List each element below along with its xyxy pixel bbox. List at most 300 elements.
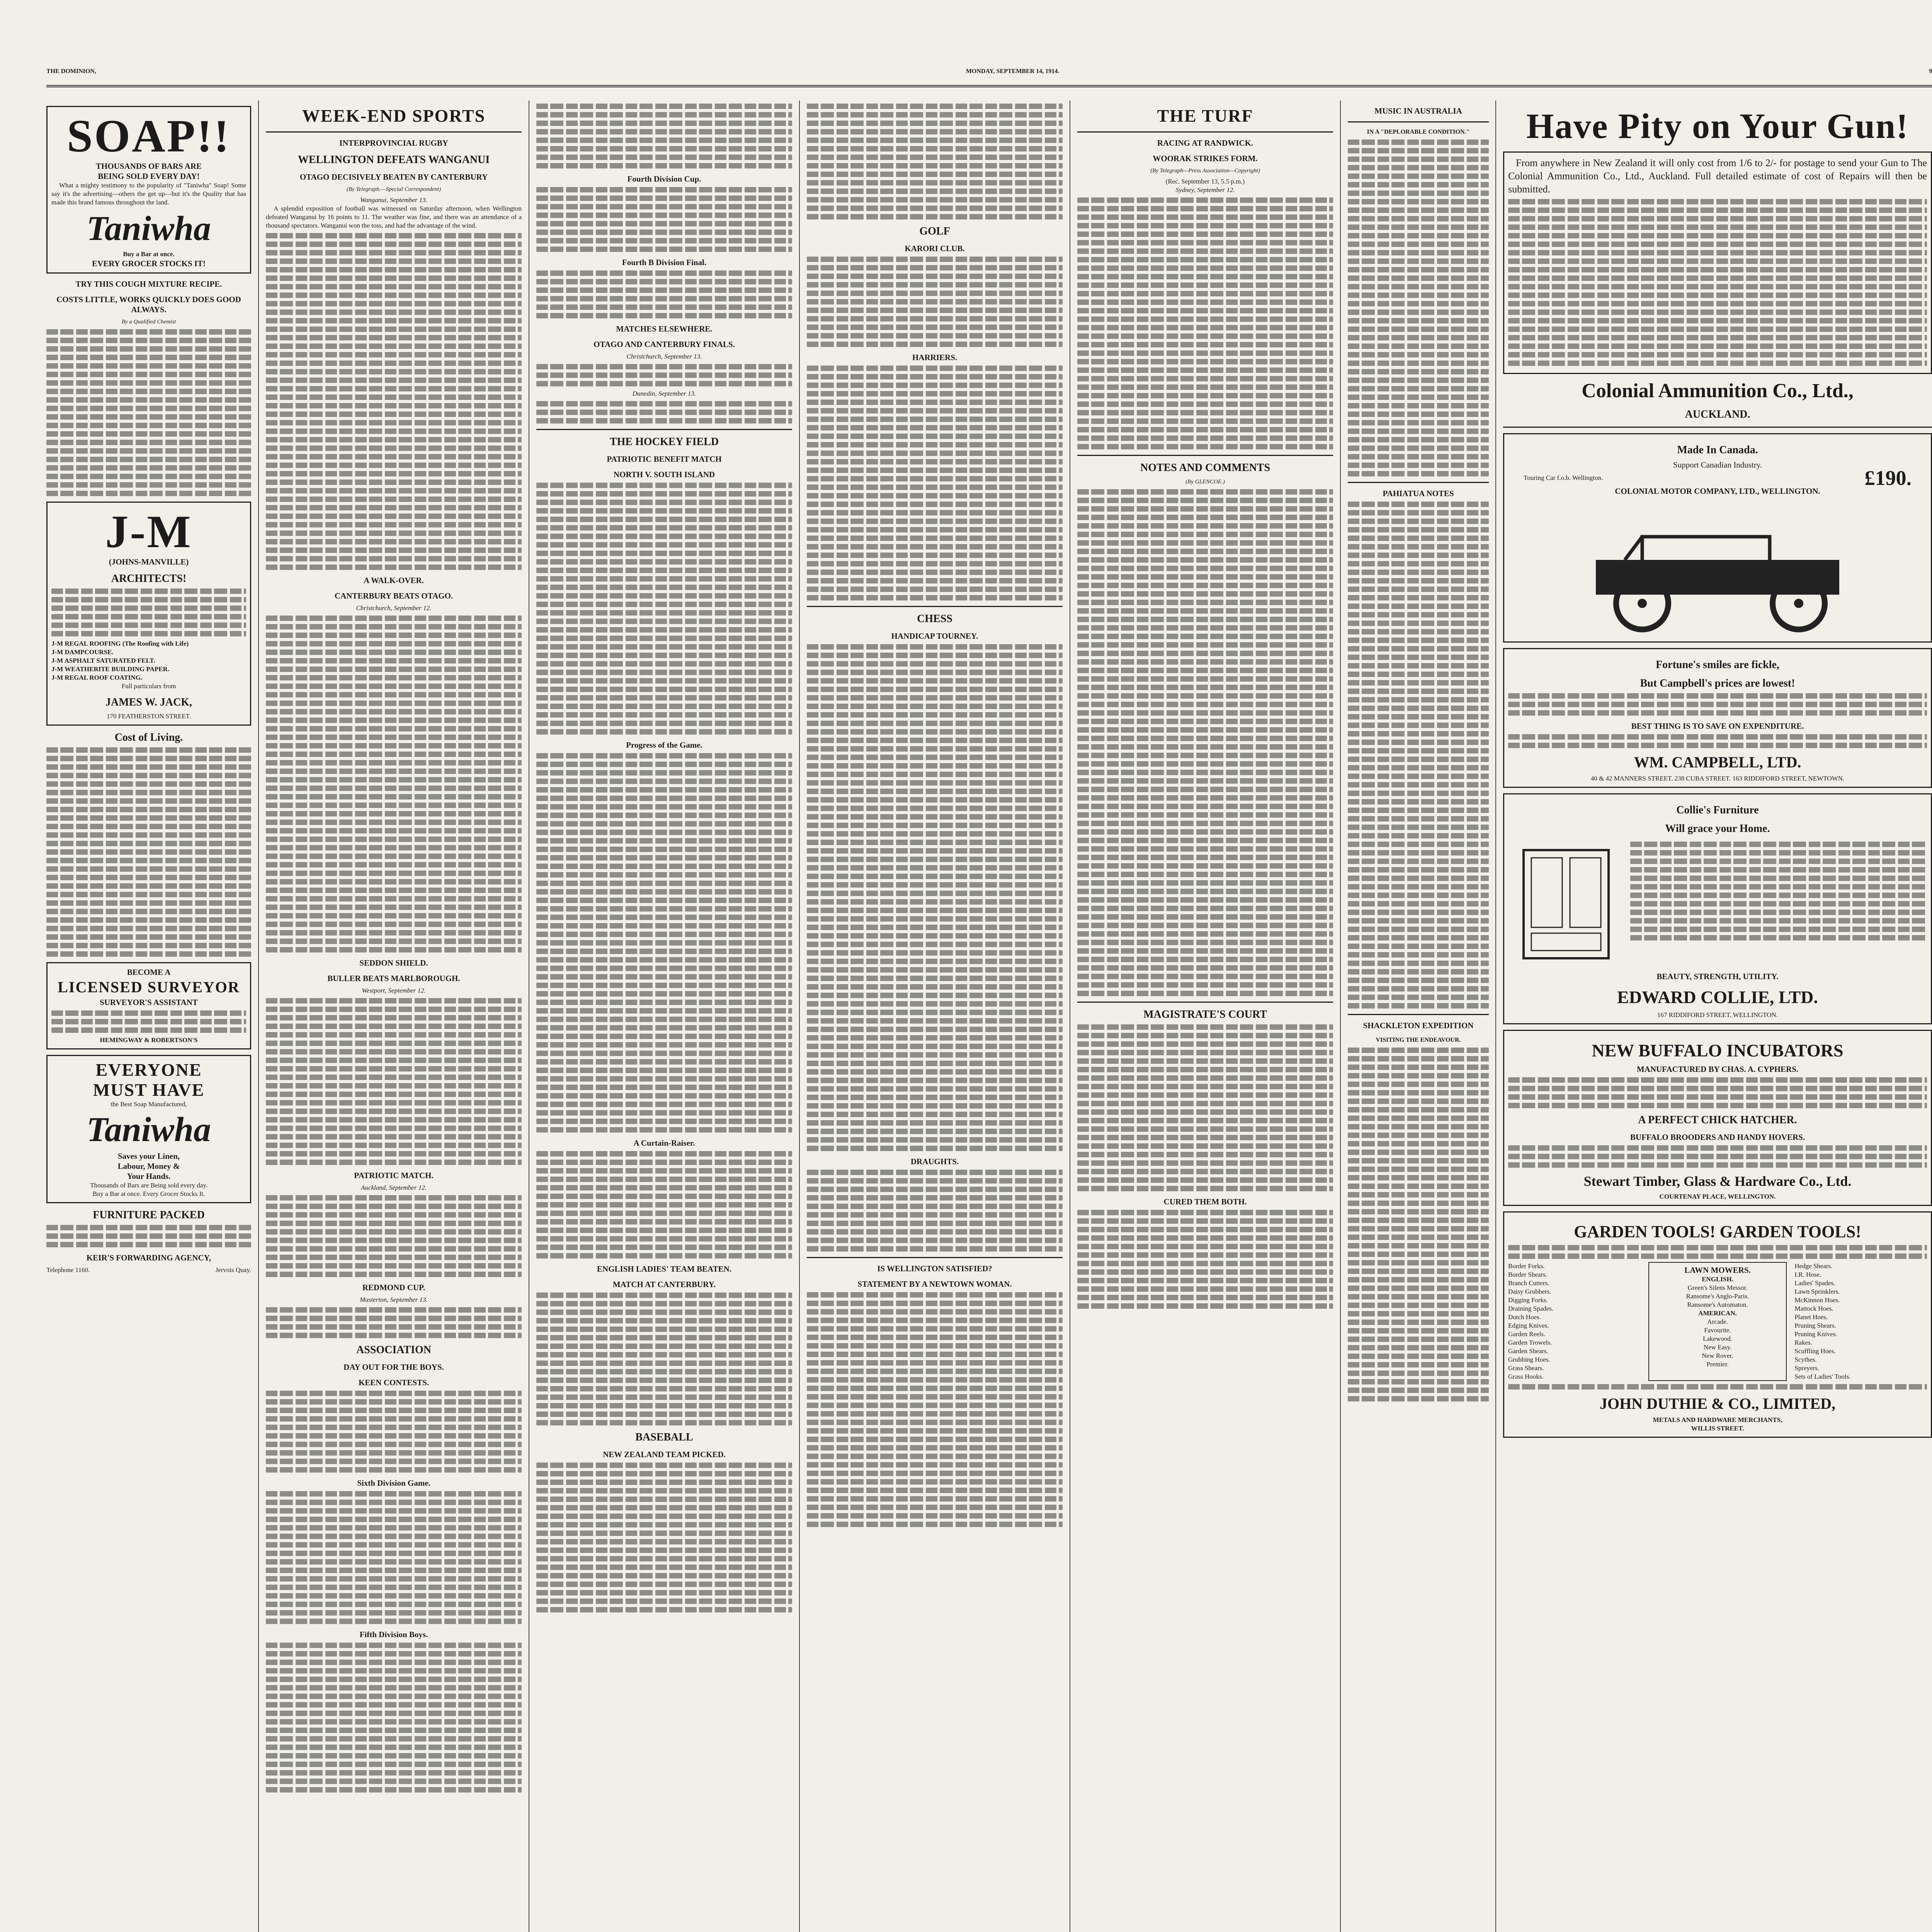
- text-line: [536, 1378, 792, 1383]
- text-line: [1348, 463, 1489, 468]
- text-line: [266, 1450, 522, 1456]
- text-line: [1348, 318, 1489, 323]
- text-line: [536, 678, 792, 684]
- furniture-telephone: Telephone 1160.: [46, 1266, 90, 1274]
- text-line: [536, 872, 792, 878]
- text-line: [1077, 557, 1333, 563]
- text-line: [266, 888, 522, 893]
- text-line: [1077, 710, 1333, 716]
- text-line: [1348, 1218, 1489, 1223]
- notes-byline: (By GLENCOE.): [1185, 479, 1225, 485]
- text-line: [46, 892, 251, 897]
- text-line: [1348, 961, 1489, 966]
- tool-item: Sets of Ladies' Tools.: [1794, 1373, 1851, 1380]
- text-line: [807, 678, 1063, 684]
- text-line: [266, 539, 522, 544]
- text-line: [807, 257, 1063, 262]
- text-line: [807, 1078, 1063, 1083]
- text-line: [266, 616, 522, 621]
- text-line: [1077, 299, 1333, 305]
- collie-title-2: Will grace your Home.: [1665, 823, 1770, 835]
- text-line: [266, 854, 522, 859]
- music-heading: MUSIC IN AUSTRALIA: [1374, 106, 1462, 116]
- text-line: [1348, 369, 1489, 374]
- text-block: [536, 753, 792, 1133]
- everyone-title-2: MUST HAVE: [93, 1080, 205, 1100]
- text-line: [536, 923, 792, 929]
- text-line: [1077, 444, 1333, 449]
- text-line: [1348, 1286, 1489, 1291]
- text-line: [1348, 646, 1489, 651]
- otago-canterbury-heading: OTAGO AND CANTERBURY FINALS.: [594, 340, 735, 349]
- text-line: [807, 644, 1063, 650]
- text-line: [536, 644, 792, 650]
- text-line: [536, 838, 792, 844]
- text-line: [1348, 310, 1489, 315]
- text-line: [1077, 1101, 1333, 1106]
- text-line: [1077, 282, 1333, 288]
- text-line: [1508, 233, 1927, 238]
- text-line: [807, 570, 1063, 575]
- text-line: [536, 238, 792, 243]
- column-right-ads: [1503, 100, 1932, 1932]
- fifth-division-heading: Fifth Division Boys.: [359, 1630, 428, 1639]
- text-line: [807, 1052, 1063, 1058]
- christchurch-dateline: Christchurch, September 13.: [626, 353, 702, 360]
- text-line: [1348, 1243, 1489, 1248]
- text-line: [1508, 693, 1927, 699]
- text-line: [1077, 676, 1333, 682]
- text-line: [46, 849, 251, 855]
- text-line: [536, 991, 792, 997]
- collie-name: EDWARD COLLIE, LTD.: [1617, 987, 1818, 1007]
- text-line: [1348, 1388, 1489, 1393]
- text-line: [536, 1573, 792, 1578]
- fortune-title-2: But Campbell's prices are lowest!: [1640, 677, 1795, 689]
- text-line: [1508, 224, 1927, 230]
- text-line: [536, 491, 792, 497]
- text-line: [1348, 808, 1489, 813]
- text-block: [266, 616, 522, 952]
- text-line: [536, 627, 792, 633]
- text-line: [1630, 884, 1927, 889]
- cough-subtitle: COSTS LITTLE, WORKS QUICKLY DOES GOOD ALWAYS.: [56, 295, 241, 314]
- text-block: [536, 270, 792, 318]
- text-line: [807, 1454, 1063, 1459]
- text-line: [266, 1459, 522, 1464]
- text-line: [1348, 570, 1489, 575]
- text-line: [266, 1221, 522, 1226]
- text-line: [536, 636, 792, 641]
- text-line: [266, 1083, 522, 1088]
- fourth-b-heading: Fourth B Division Final.: [622, 258, 707, 267]
- text-line: [1348, 293, 1489, 298]
- text-line: [1348, 1201, 1489, 1206]
- text-line: [536, 1085, 792, 1090]
- text-block: [536, 1293, 792, 1425]
- text-block: [266, 1643, 522, 1793]
- text-line: [536, 146, 792, 151]
- text-line: [1077, 1033, 1333, 1038]
- text-line: [1077, 350, 1333, 356]
- duthie-subtitle: METALS AND HARDWARE MERCHANTS,: [1653, 1416, 1782, 1423]
- text-line: [807, 425, 1063, 430]
- text-line: [536, 1327, 792, 1332]
- text-line: [807, 746, 1063, 752]
- text-line: [1508, 318, 1927, 323]
- stewart-name: Stewart Timber, Glass & Hardware Co., Ltd.: [1583, 1173, 1852, 1189]
- text-line: [536, 1042, 792, 1048]
- column-sports-2: [536, 100, 792, 1932]
- text-line: [266, 1593, 522, 1599]
- text-line: [266, 1333, 522, 1338]
- text-line: [536, 670, 792, 675]
- text-line: [536, 1127, 792, 1133]
- text-line: [46, 440, 251, 445]
- pity-ad: [1503, 151, 1932, 374]
- text-line: [266, 522, 522, 527]
- collie-body: [1508, 838, 1927, 966]
- text-line: [536, 704, 792, 709]
- text-line: [536, 1110, 792, 1116]
- text-line: [536, 204, 792, 209]
- text-line: [1508, 710, 1927, 716]
- jm-item: J-M WEATHERITE BUILDING PAPER.: [51, 665, 170, 673]
- text-line: [1348, 1003, 1489, 1009]
- lawn-heading: LAWN MOWERS.: [1684, 1265, 1751, 1275]
- text-line: [807, 104, 1063, 109]
- text-line: [1348, 1175, 1489, 1180]
- text-line: [536, 1497, 792, 1502]
- column-rule: [1340, 100, 1341, 1932]
- text-line: [1077, 770, 1333, 775]
- text-line: [807, 1061, 1063, 1066]
- text-line: [1077, 863, 1333, 869]
- text-line: [46, 355, 251, 360]
- text-line: [807, 899, 1063, 905]
- text-line: [266, 939, 522, 944]
- buffalo-ad: [1503, 1030, 1932, 1206]
- text-line: [536, 949, 792, 954]
- text-line: [266, 1534, 522, 1539]
- text-line: [536, 1582, 792, 1587]
- everyone-subtitle: the Best Soap Manufactured,: [111, 1100, 187, 1108]
- text-line: [1348, 1294, 1489, 1299]
- text-line: [1077, 410, 1333, 415]
- text-line: [807, 695, 1063, 701]
- rugby-paragraph: A splendid exposition of football was witnessed on Saturday afternoon, when Wellington defeated Wanganui by 16 points to 11. The weather was fine, and there was an attendance of a thousand spectators. Wanganui won the toss, and had the advantage of the wind.: [266, 205, 522, 229]
- text-line: [1508, 250, 1927, 255]
- text-line: [266, 1024, 522, 1029]
- section-divider: [807, 606, 1063, 607]
- text-line: [1077, 1252, 1333, 1258]
- section-divider: [1077, 131, 1333, 133]
- text-line: [1348, 471, 1489, 476]
- ladies-heading: ENGLISH LADIES' TEAM BEATEN.: [597, 1264, 732, 1274]
- text-line: [266, 718, 522, 723]
- text-line: [807, 325, 1063, 330]
- text-line: [807, 112, 1063, 117]
- text-line: [807, 721, 1063, 726]
- association-heading: ASSOCIATION: [356, 1344, 431, 1356]
- text-line: [1077, 838, 1333, 843]
- text-line: [1348, 850, 1489, 855]
- text-line: [536, 559, 792, 565]
- text-line: [536, 889, 792, 895]
- column-left-ads: [46, 100, 251, 1932]
- text-line: [807, 1411, 1063, 1417]
- text-line: [807, 1229, 1063, 1235]
- text-line: [807, 459, 1063, 464]
- text-line: [807, 1522, 1063, 1527]
- text-line: [266, 318, 522, 323]
- text-line: [807, 1146, 1063, 1151]
- tool-item: Garden Trowels.: [1508, 1339, 1552, 1346]
- text-line: [807, 950, 1063, 956]
- text-line: [1077, 923, 1333, 928]
- buller-heading: BULLER BEATS MARLBOROUGH.: [327, 974, 460, 983]
- text-line: [1348, 629, 1489, 634]
- text-line: [1630, 918, 1927, 923]
- text-line: [46, 832, 251, 838]
- text-line: [807, 797, 1063, 803]
- text-line: [1348, 412, 1489, 417]
- garden-ad: [1503, 1211, 1932, 1438]
- text-line: [1077, 1041, 1333, 1047]
- jm-title: J-M: [105, 506, 192, 557]
- text-line: [807, 493, 1063, 498]
- text-line: [1348, 1396, 1489, 1401]
- text-line: [1348, 544, 1489, 549]
- text-line: [1348, 344, 1489, 349]
- draughts-heading: DRAUGHTS.: [910, 1157, 959, 1166]
- text-line: [536, 551, 792, 556]
- text-line: [266, 1015, 522, 1020]
- text-line: [536, 1505, 792, 1510]
- text-line: [1508, 207, 1927, 213]
- text-line: [1348, 910, 1489, 915]
- text-line: [536, 163, 792, 168]
- text-line: [46, 372, 251, 377]
- text-line: [807, 1462, 1063, 1468]
- text-line: [1077, 549, 1333, 554]
- text-line: [536, 932, 792, 937]
- text-line: [1077, 974, 1333, 979]
- text-line: [1077, 197, 1333, 203]
- text-line: [266, 1508, 522, 1514]
- text-line: [266, 667, 522, 672]
- text-line: [807, 1394, 1063, 1400]
- text-line: [266, 1109, 522, 1114]
- text-line: [536, 247, 792, 252]
- pity-body: From anywhere in New Zealand it will only cost from 1/6 to 2/- for postage to send your Gun to The Colonial Ammunition Co., Ltd., Auckland. Full detailed estimate of cost of Repairs will then be submitted.: [1508, 157, 1927, 195]
- text-line: [266, 1399, 522, 1405]
- text-line: [1348, 352, 1489, 357]
- surveyor-title: BECOME A: [127, 968, 171, 977]
- text-line: [536, 1219, 792, 1225]
- text-line: [1077, 608, 1333, 614]
- text-line: [536, 1151, 792, 1156]
- text-line: [1077, 600, 1333, 605]
- text-line: [266, 301, 522, 306]
- text-line: [266, 310, 522, 315]
- column-sports: [266, 100, 522, 1932]
- text-line: [1077, 532, 1333, 537]
- text-line: [1077, 1135, 1333, 1140]
- text-line: [1077, 702, 1333, 707]
- text-line: [807, 1035, 1063, 1041]
- text-line: [1348, 1184, 1489, 1189]
- duthie-address: WILLIS STREET.: [1691, 1425, 1744, 1432]
- text-line: [536, 1335, 792, 1340]
- masterton-dateline: Masterton, September 13.: [360, 1296, 428, 1303]
- text-line: [1077, 940, 1333, 945]
- text-line: [1348, 995, 1489, 1000]
- text-line: [1077, 515, 1333, 520]
- text-line: [1508, 1162, 1927, 1168]
- tool-item: Ladies' Spades.: [1794, 1279, 1835, 1287]
- text-line: [807, 333, 1063, 338]
- text-line: [46, 824, 251, 829]
- dunedin-dateline: Dunedin, September 13.: [632, 390, 696, 397]
- ford-subtitle: Support Canadian Industry.: [1673, 460, 1762, 469]
- text-line: [1348, 276, 1489, 281]
- text-line: [807, 687, 1063, 692]
- tool-item: Hedge Shears.: [1794, 1262, 1833, 1270]
- text-line: [1348, 833, 1489, 838]
- text-block: [1348, 502, 1489, 1009]
- buffalo-subtitle: MANUFACTURED BY CHAS. A. CYPHERS.: [1636, 1065, 1799, 1074]
- text-line: [807, 891, 1063, 896]
- text-line: [807, 942, 1063, 947]
- text-line: [1077, 617, 1333, 622]
- text-line: [1077, 265, 1333, 271]
- text-line: [1348, 774, 1489, 779]
- text-line: [807, 1437, 1063, 1442]
- text-line: [807, 510, 1063, 515]
- text-line: [1348, 1311, 1489, 1316]
- text-line: [1348, 680, 1489, 685]
- text-line: [266, 1041, 522, 1046]
- text-line: [1077, 223, 1333, 228]
- touring-car-illustration: [1508, 496, 1927, 635]
- text-line: [46, 815, 251, 821]
- text-line: [807, 1318, 1063, 1323]
- text-line: [807, 1386, 1063, 1391]
- text-block: [266, 1195, 522, 1277]
- text-line: [536, 500, 792, 505]
- text-line: [536, 279, 792, 284]
- text-line: [1077, 540, 1333, 546]
- text-line: [1077, 659, 1333, 665]
- text-line: [51, 631, 246, 636]
- text-line: [266, 1576, 522, 1582]
- text-line: [536, 112, 792, 117]
- text-line: [807, 1212, 1063, 1218]
- hockey-north-south: NORTH V. SOUTH ISLAND: [613, 470, 715, 479]
- jm-item: J-M ASPHALT SATURATED FELT.: [51, 657, 155, 664]
- text-line: [1077, 1050, 1333, 1055]
- text-line: [1348, 386, 1489, 391]
- text-line: [536, 1008, 792, 1014]
- canterbury-otago-heading: CANTERBURY BEATS OTAGO.: [334, 591, 453, 600]
- text-line: [807, 502, 1063, 507]
- text-line: [1630, 876, 1927, 881]
- text-line: [1348, 519, 1489, 524]
- mower-item: Premier.: [1706, 1361, 1729, 1368]
- masthead: [46, 58, 1932, 87]
- text-line: [46, 423, 251, 428]
- section-divider: [1348, 482, 1489, 483]
- text-line: [1348, 1345, 1489, 1350]
- text-line: [266, 454, 522, 459]
- text-line: [1348, 706, 1489, 711]
- text-line: [1077, 821, 1333, 826]
- text-line: [1348, 969, 1489, 975]
- text-line: [807, 1103, 1063, 1109]
- text-line: [46, 406, 251, 411]
- text-line: [807, 1044, 1063, 1049]
- text-line: [1508, 335, 1927, 340]
- text-line: [536, 653, 792, 658]
- text-line: [1077, 804, 1333, 809]
- text-line: [266, 794, 522, 799]
- text-line: [536, 796, 792, 801]
- text-line: [266, 1602, 522, 1607]
- text-line: [536, 221, 792, 226]
- text-line: [1348, 1090, 1489, 1095]
- text-line: [266, 242, 522, 247]
- text-block: [266, 233, 522, 570]
- text-line: [536, 372, 792, 378]
- text-line: [46, 764, 251, 770]
- baseball-heading: BASEBALL: [635, 1431, 693, 1443]
- text-line: [46, 781, 251, 787]
- text-line: [266, 1324, 522, 1330]
- canterbury-dateline: Christchurch, September 12.: [356, 604, 432, 612]
- text-line: [1508, 702, 1927, 707]
- text-line: [536, 381, 792, 386]
- text-line: [1348, 510, 1489, 515]
- text-line: [1077, 489, 1333, 495]
- text-line: [1348, 284, 1489, 289]
- jm-item: J-M REGAL ROOFING (The Roofing with Life): [51, 640, 189, 647]
- text-line: [266, 1660, 522, 1665]
- text-line: [266, 233, 522, 238]
- text-line: [536, 401, 792, 406]
- text-line: [807, 189, 1063, 194]
- text-line: [1077, 1058, 1333, 1064]
- text-line: [1348, 190, 1489, 196]
- text-line: [807, 595, 1063, 600]
- text-line: [1077, 787, 1333, 792]
- text-line: [536, 1194, 792, 1199]
- text-line: [1077, 778, 1333, 784]
- text-line: [51, 1019, 246, 1024]
- text-line: [536, 129, 792, 134]
- text-block: [266, 998, 522, 1165]
- text-line: [1348, 1048, 1489, 1053]
- text-line: [1077, 906, 1333, 911]
- text-line: [1630, 859, 1927, 864]
- mower-item: Arcade.: [1707, 1318, 1728, 1325]
- text-line: [51, 597, 246, 602]
- text-line: [266, 1416, 522, 1422]
- text-line: [1630, 901, 1927, 906]
- text-line: [266, 1685, 522, 1690]
- text-line: [536, 610, 792, 616]
- text-line: [266, 259, 522, 264]
